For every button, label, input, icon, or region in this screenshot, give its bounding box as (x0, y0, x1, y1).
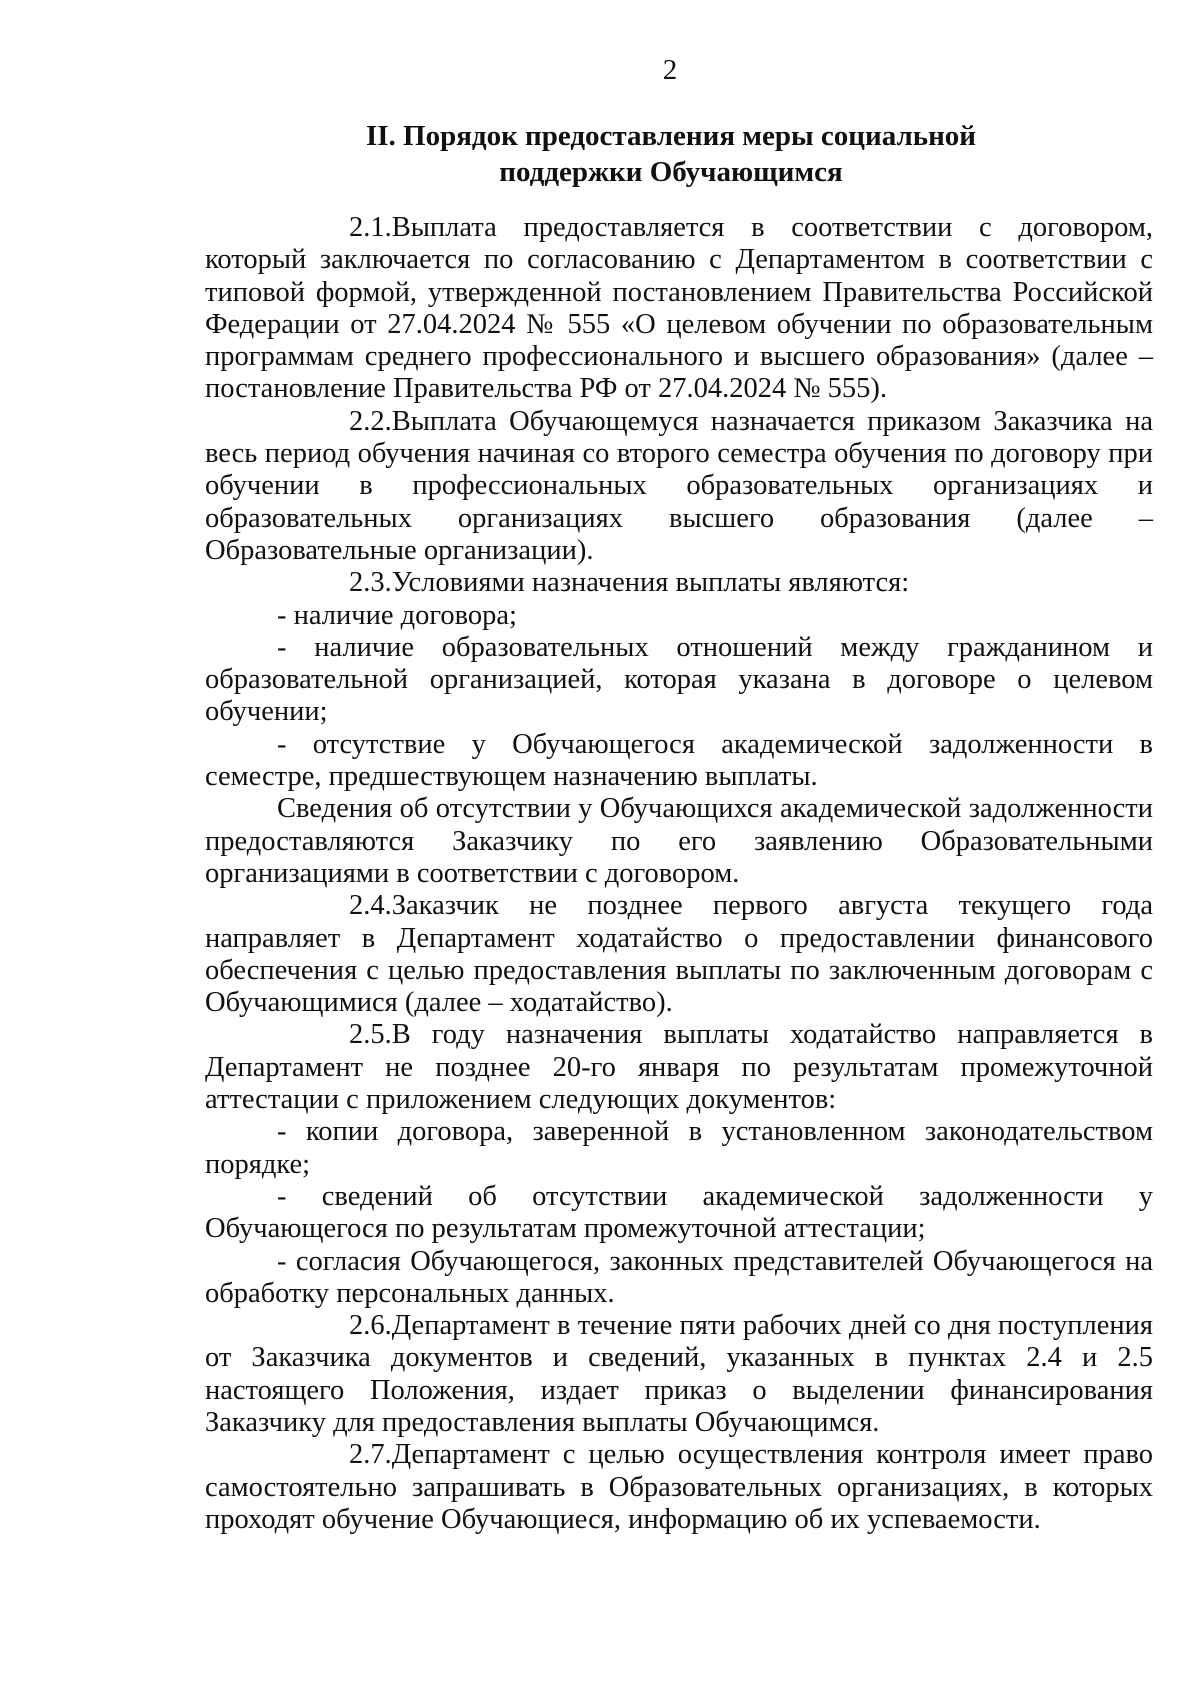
list-item (205, 632, 1153, 729)
paragraph-text: - сведений об отсутствии академической задолженности у Обучающегося по результатам промежуточной аттестации; (205, 1180, 1153, 1245)
paragraph-text: - отсутствие у Обучающегося академической задолженности в семестре, предшествующем назначению выплаты. (205, 728, 1153, 793)
list-item (205, 1181, 1153, 1246)
paragraph-text: Выплата Обучающемуся назначается приказом Заказчика на весь период обучения начиная со второго семестра обучения по договору при обучении в профессиональных образовательных организациях и образовательных организациях высшего образования (далее – Образовательные организации). (205, 405, 1153, 566)
clause-number: 2.4. (349, 890, 392, 922)
clause-number: 2.2. (349, 405, 392, 437)
paragraph (205, 793, 1153, 890)
clause-number: 2.3. (349, 567, 392, 599)
paragraph-text: Заказчик не позднее первого августа текущего года направляет в Департамент ходатайство о предоставлении финансового обеспечения с целью предоставления выплаты по заключенным договорам с Обучающимися (далее – ходатайство). (205, 890, 1153, 1019)
paragraph-text: - копии договора, заверенной в установленном законодательством порядке; (205, 1116, 1153, 1180)
clause-number: 2.6. (349, 1310, 392, 1342)
paragraph-2-3 (205, 567, 1153, 599)
document-body (205, 212, 1153, 1536)
paragraph-text: - согласия Обучающегося, законных представителей Обучающегося на обработку персональных данных. (205, 1245, 1153, 1309)
list-item (205, 600, 1153, 632)
paragraph-text: Условиями назначения выплаты являются: (391, 567, 910, 599)
paragraph-text: - наличие образовательных отношений между гражданином и образовательной организацией, которая указана в договоре о целевом обучении; (205, 631, 1153, 728)
section-title (0, 118, 1200, 190)
paragraph-2-5 (205, 1019, 1153, 1116)
paragraph-text: Департамент в течение пяти рабочих дней со дня поступления от Заказчика документов и сведений, указанных в пунктах 2.4 и 2.5 настоящего Положения, издает приказ о выделении финансирования Заказчику для предоставления выплаты Обучающимся. (205, 1310, 1153, 1438)
paragraph-2-1 (205, 212, 1153, 406)
section-title-line-2: поддержки Обучающимся (499, 156, 843, 188)
paragraph-text: - наличие договора; (277, 599, 517, 631)
paragraph-text: Сведения об отсутствии у Обучающихся академической задолженности предоставляются Заказчику по его заявлению Образовательными организациями в соответствии с договором. (205, 793, 1153, 889)
section-title-line-1: II. Порядок предоставления меры социальной (365, 120, 977, 152)
paragraph-text: В году назначения выплаты ходатайство направляется в Департамент не позднее 20-го января по результатам промежуточной аттестации с приложением следующих документов: (205, 1019, 1153, 1116)
clause-number: 2.1. (349, 212, 392, 243)
paragraph-2-6 (205, 1310, 1153, 1439)
list-item (205, 1116, 1153, 1181)
list-item (205, 729, 1153, 794)
page-number: 2 (662, 54, 678, 86)
clause-number: 2.7. (349, 1439, 392, 1471)
paragraph-text: Департамент с целью осуществления контроля имеет право самостоятельно запрашивать в Образовательных организациях, в которых проходят обучение Обучающиеся, информацию об их успеваемости. (205, 1439, 1153, 1535)
paragraph-2-7 (205, 1439, 1153, 1536)
paragraph-text: Выплата предоставляется в соответствии с договором, который заключается по согласованию с Департаментом в соответствии с типовой формой, утвержденной постановлением Правительства Российской Федерации от 27.04.2024 № 555 «О целевом обучении по образовательным программам среднего профессионального и высшего образования» (далее – постановление Правительства РФ от 27.04.2024 № 555). (205, 212, 1153, 405)
paragraph-2-2 (205, 406, 1153, 567)
list-item (205, 1246, 1153, 1311)
paragraph-2-4 (205, 890, 1153, 1019)
clause-number: 2.5. (349, 1019, 392, 1051)
